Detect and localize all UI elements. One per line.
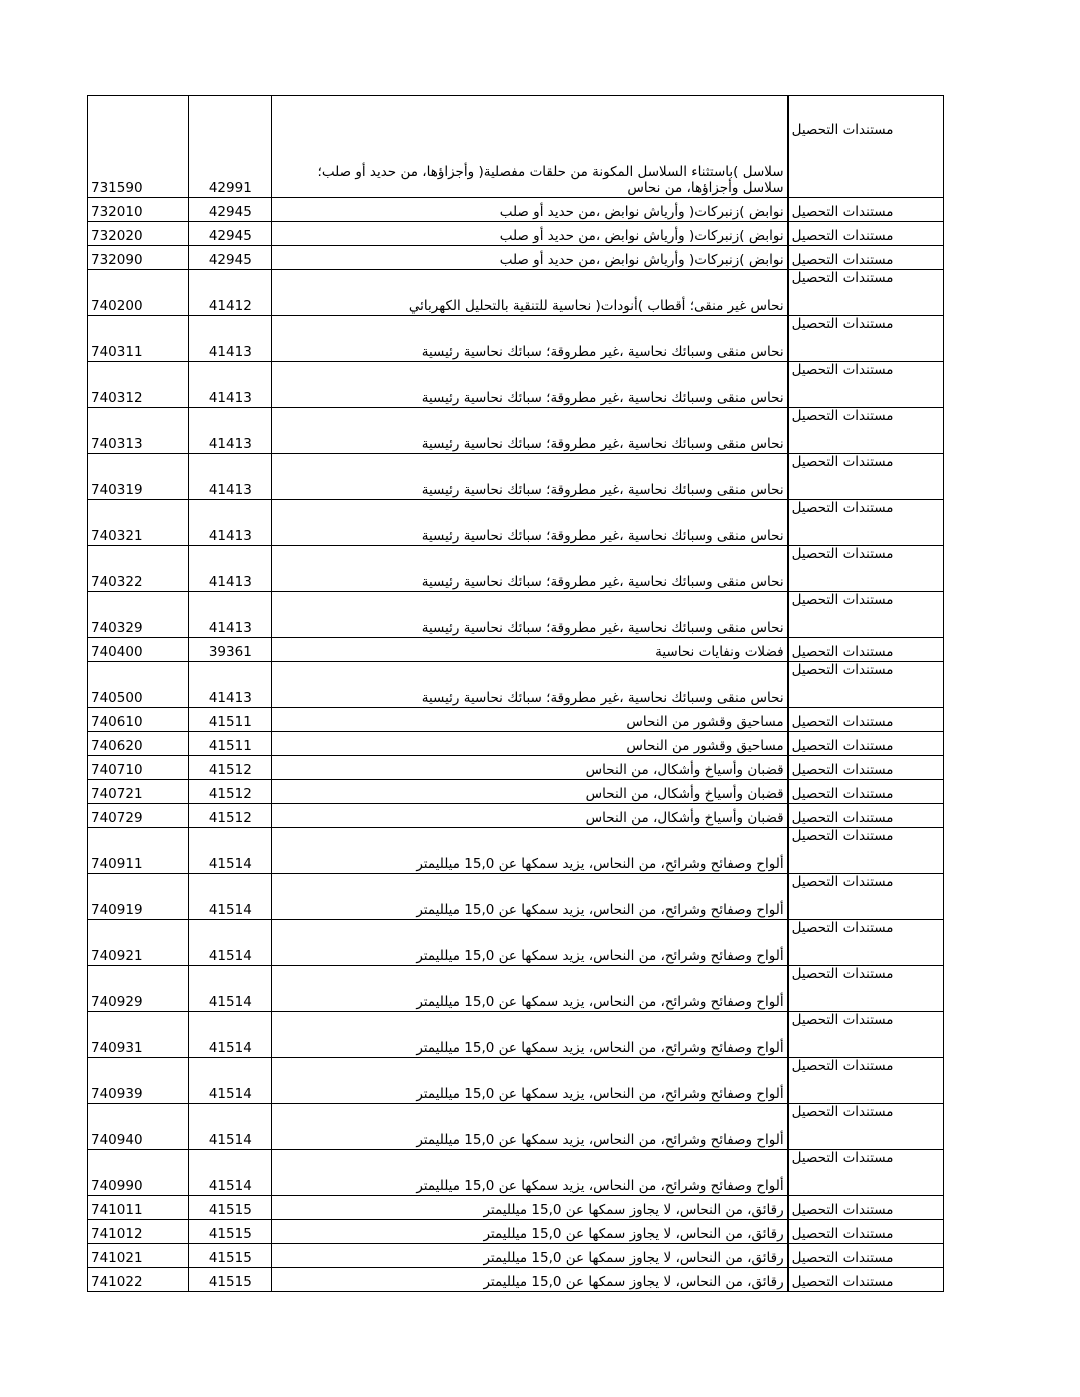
hs-code-cell: 740313 — [88, 408, 189, 454]
category-cell: مستندات التحصيل — [788, 780, 944, 804]
description-cell: نحاس منقى وسبائك نحاسية ،غير مطروقة؛ سبائك نحاسية رئيسية — [272, 454, 788, 500]
cpc-code-cell: 41514 — [189, 1012, 272, 1058]
table-row — [88, 362, 944, 408]
description-cell: ألواح وصفائح وشرائح، من النحاس، يزيد سمكها عن 15,0 ميلليمتر — [272, 920, 788, 966]
cpc-code-cell: 41413 — [189, 546, 272, 592]
cpc-code-cell: 42991 — [189, 96, 272, 198]
table-row — [88, 1268, 944, 1292]
hs-code-cell: 740721 — [88, 780, 189, 804]
description-cell: نوابض )زنبركات( وأرياش نوابض ،من حديد أو صلب — [272, 222, 788, 246]
hs-code-cell: 740321 — [88, 500, 189, 546]
table-row — [88, 804, 944, 828]
tariff-table — [87, 95, 944, 1292]
category-cell: مستندات التحصيل — [788, 1012, 944, 1058]
description-cell: نحاس منقى وسبائك نحاسية ،غير مطروقة؛ سبائك نحاسية رئيسية — [272, 546, 788, 592]
hs-code-cell: 740990 — [88, 1150, 189, 1196]
table-row — [88, 966, 944, 1012]
category-cell: مستندات التحصيل — [788, 920, 944, 966]
hs-code-cell: 740312 — [88, 362, 189, 408]
cpc-code-cell: 41412 — [189, 270, 272, 316]
description-cell: ألواح وصفائح وشرائح، من النحاس، يزيد سمكها عن 15,0 ميلليمتر — [272, 828, 788, 874]
description-cell: قضبان وأسياخ وأشكال، من النحاس — [272, 780, 788, 804]
category-cell: مستندات التحصيل — [788, 222, 944, 246]
description-cell: نوابض )زنبركات( وأرياش نوابض ،من حديد أو صلب — [272, 246, 788, 270]
category-cell: مستندات التحصيل — [788, 638, 944, 662]
hs-code-cell: 732090 — [88, 246, 189, 270]
description-cell: سلاسل )باستثناء السلاسل المكونة من حلقات مفصلية( وأجزاؤها، من حديد أو صلب؛ سلاسل وأجزاؤها، من نحاس — [272, 96, 788, 198]
hs-code-cell: 740311 — [88, 316, 189, 362]
cpc-code-cell: 41413 — [189, 362, 272, 408]
table-row — [88, 198, 944, 222]
hs-code-cell: 740919 — [88, 874, 189, 920]
category-cell: مستندات التحصيل — [788, 1104, 944, 1150]
category-cell: مستندات التحصيل — [788, 592, 944, 638]
table-row — [88, 316, 944, 362]
table-row — [88, 1104, 944, 1150]
table-row — [88, 408, 944, 454]
hs-code-cell: 740939 — [88, 1058, 189, 1104]
category-cell: مستندات التحصيل — [788, 1058, 944, 1104]
table-row — [88, 270, 944, 316]
category-cell: مستندات التحصيل — [788, 662, 944, 708]
cpc-code-cell: 41515 — [189, 1220, 272, 1244]
table-row — [88, 592, 944, 638]
hs-code-cell: 740400 — [88, 638, 189, 662]
cpc-code-cell: 41514 — [189, 874, 272, 920]
table-row — [88, 1196, 944, 1220]
description-cell: نحاس منقى وسبائك نحاسية ،غير مطروقة؛ سبائك نحاسية رئيسية — [272, 362, 788, 408]
description-cell: رقائق، من النحاس، لا يجاوز سمكها عن 15,0 ميلليمتر — [272, 1244, 788, 1268]
category-cell: مستندات التحصيل — [788, 96, 944, 198]
table-row — [88, 920, 944, 966]
cpc-code-cell: 39361 — [189, 638, 272, 662]
table-row — [88, 500, 944, 546]
hs-code-cell: 740322 — [88, 546, 189, 592]
category-cell: مستندات التحصيل — [788, 1150, 944, 1196]
hs-code-cell: 740610 — [88, 708, 189, 732]
cpc-code-cell: 42945 — [189, 222, 272, 246]
cpc-code-cell: 41413 — [189, 592, 272, 638]
category-cell: مستندات التحصيل — [788, 454, 944, 500]
table-row — [88, 1150, 944, 1196]
category-cell: مستندات التحصيل — [788, 246, 944, 270]
cpc-code-cell: 41413 — [189, 408, 272, 454]
hs-code-cell: 740929 — [88, 966, 189, 1012]
hs-code-cell: 732020 — [88, 222, 189, 246]
cpc-code-cell: 41511 — [189, 708, 272, 732]
cpc-code-cell: 41512 — [189, 804, 272, 828]
cpc-code-cell: 41512 — [189, 756, 272, 780]
category-cell: مستندات التحصيل — [788, 708, 944, 732]
table-row — [88, 1220, 944, 1244]
description-cell: ألواح وصفائح وشرائح، من النحاس، يزيد سمكها عن 15,0 ميلليمتر — [272, 966, 788, 1012]
category-cell: مستندات التحصيل — [788, 362, 944, 408]
description-cell: فضلات ونفايات نحاسية — [272, 638, 788, 662]
category-cell: مستندات التحصيل — [788, 1244, 944, 1268]
table-row — [88, 732, 944, 756]
category-cell: مستندات التحصيل — [788, 1220, 944, 1244]
cpc-code-cell: 41413 — [189, 316, 272, 362]
hs-code-cell: 740319 — [88, 454, 189, 500]
table-row — [88, 662, 944, 708]
category-cell: مستندات التحصيل — [788, 1268, 944, 1292]
hs-code-cell: 740200 — [88, 270, 189, 316]
description-cell: نحاس منقى وسبائك نحاسية ،غير مطروقة؛ سبائك نحاسية رئيسية — [272, 592, 788, 638]
description-cell: نوابض )زنبركات( وأرياش نوابض ،من حديد أو صلب — [272, 198, 788, 222]
hs-code-cell: 740931 — [88, 1012, 189, 1058]
table-row — [88, 96, 944, 198]
cpc-code-cell: 41514 — [189, 1150, 272, 1196]
description-cell: نحاس منقى وسبائك نحاسية ،غير مطروقة؛ سبائك نحاسية رئيسية — [272, 500, 788, 546]
table-row — [88, 756, 944, 780]
cpc-code-cell: 41515 — [189, 1268, 272, 1292]
table-row — [88, 874, 944, 920]
cpc-code-cell: 41413 — [189, 454, 272, 500]
description-cell: ألواح وصفائح وشرائح، من النحاس، يزيد سمكها عن 15,0 ميلليمتر — [272, 1012, 788, 1058]
table-row — [88, 1012, 944, 1058]
hs-code-cell: 740911 — [88, 828, 189, 874]
description-cell: مساحيق وقشور من النحاس — [272, 732, 788, 756]
cpc-code-cell: 41413 — [189, 662, 272, 708]
cpc-code-cell: 41515 — [189, 1244, 272, 1268]
description-cell: ألواح وصفائح وشرائح، من النحاس، يزيد سمكها عن 15,0 ميلليمتر — [272, 1150, 788, 1196]
cpc-code-cell: 41514 — [189, 828, 272, 874]
table-row — [88, 246, 944, 270]
category-cell: مستندات التحصيل — [788, 1196, 944, 1220]
hs-code-cell: 740940 — [88, 1104, 189, 1150]
table-row — [88, 222, 944, 246]
cpc-code-cell: 41514 — [189, 920, 272, 966]
hs-code-cell: 741021 — [88, 1244, 189, 1268]
description-cell: ألواح وصفائح وشرائح، من النحاس، يزيد سمكها عن 15,0 ميلليمتر — [272, 1058, 788, 1104]
category-cell: مستندات التحصيل — [788, 804, 944, 828]
hs-code-cell: 731590 — [88, 96, 189, 198]
cpc-code-cell: 41515 — [189, 1196, 272, 1220]
table-row — [88, 1058, 944, 1104]
hs-code-cell: 741011 — [88, 1196, 189, 1220]
description-cell: رقائق، من النحاس، لا يجاوز سمكها عن 15,0 ميلليمتر — [272, 1268, 788, 1292]
hs-code-cell: 740921 — [88, 920, 189, 966]
cpc-code-cell: 41514 — [189, 1104, 272, 1150]
category-cell: مستندات التحصيل — [788, 546, 944, 592]
category-cell: مستندات التحصيل — [788, 198, 944, 222]
hs-code-cell: 741022 — [88, 1268, 189, 1292]
cpc-code-cell: 42945 — [189, 246, 272, 270]
category-cell: مستندات التحصيل — [788, 408, 944, 454]
description-cell: نحاس منقى وسبائك نحاسية ،غير مطروقة؛ سبائك نحاسية رئيسية — [272, 316, 788, 362]
description-cell: رقائق، من النحاس، لا يجاوز سمكها عن 15,0 ميلليمتر — [272, 1220, 788, 1244]
table-row — [88, 828, 944, 874]
table-row — [88, 454, 944, 500]
description-cell: رقائق، من النحاس، لا يجاوز سمكها عن 15,0 ميلليمتر — [272, 1196, 788, 1220]
cpc-code-cell: 41413 — [189, 500, 272, 546]
hs-code-cell: 741012 — [88, 1220, 189, 1244]
category-cell: مستندات التحصيل — [788, 966, 944, 1012]
cpc-code-cell: 41514 — [189, 1058, 272, 1104]
description-cell: نحاس منقى وسبائك نحاسية ،غير مطروقة؛ سبائك نحاسية رئيسية — [272, 408, 788, 454]
table-row — [88, 780, 944, 804]
hs-code-cell: 740710 — [88, 756, 189, 780]
hs-code-cell: 740500 — [88, 662, 189, 708]
hs-code-cell: 732010 — [88, 198, 189, 222]
table-row — [88, 638, 944, 662]
category-cell: مستندات التحصيل — [788, 316, 944, 362]
cpc-code-cell: 41512 — [189, 780, 272, 804]
description-cell: ألواح وصفائح وشرائح، من النحاس، يزيد سمكها عن 15,0 ميلليمتر — [272, 1104, 788, 1150]
description-cell: نحاس منقى وسبائك نحاسية ،غير مطروقة؛ سبائك نحاسية رئيسية — [272, 662, 788, 708]
cpc-code-cell: 41514 — [189, 966, 272, 1012]
hs-code-cell: 740729 — [88, 804, 189, 828]
table-row — [88, 546, 944, 592]
table-row — [88, 1244, 944, 1268]
description-cell: مساحيق وقشور من النحاس — [272, 708, 788, 732]
cpc-code-cell: 41511 — [189, 732, 272, 756]
category-cell: مستندات التحصيل — [788, 756, 944, 780]
category-cell: مستندات التحصيل — [788, 270, 944, 316]
description-cell: نحاس غير منقى؛ أقطاب )أنودات( نحاسية للتنقية بالتحليل الكهربائي — [272, 270, 788, 316]
table-row — [88, 708, 944, 732]
category-cell: مستندات التحصيل — [788, 874, 944, 920]
category-cell: مستندات التحصيل — [788, 500, 944, 546]
hs-code-cell: 740620 — [88, 732, 189, 756]
category-cell: مستندات التحصيل — [788, 828, 944, 874]
hs-code-cell: 740329 — [88, 592, 189, 638]
cpc-code-cell: 42945 — [189, 198, 272, 222]
description-cell: ألواح وصفائح وشرائح، من النحاس، يزيد سمكها عن 15,0 ميلليمتر — [272, 874, 788, 920]
category-cell: مستندات التحصيل — [788, 732, 944, 756]
description-cell: قضبان وأسياخ وأشكال، من النحاس — [272, 756, 788, 780]
description-cell: قضبان وأسياخ وأشكال، من النحاس — [272, 804, 788, 828]
